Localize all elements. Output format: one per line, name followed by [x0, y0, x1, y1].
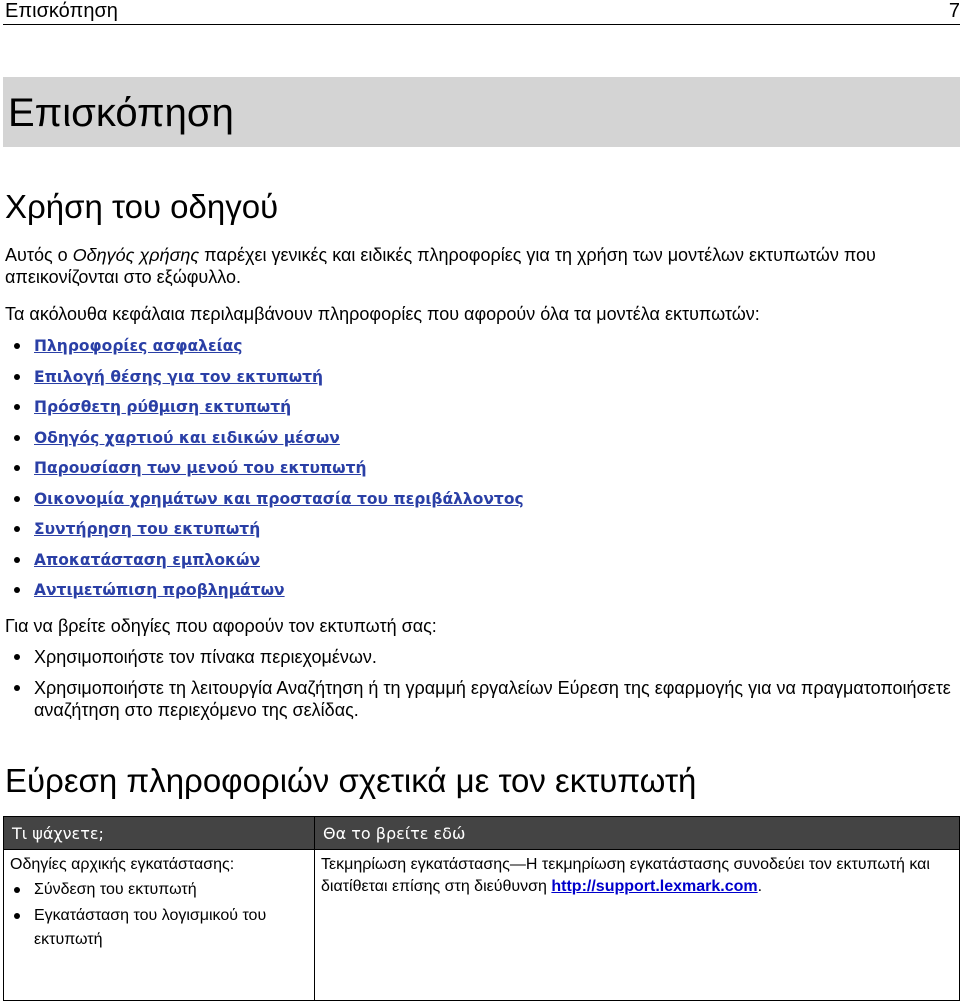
list-item: [11, 427, 524, 458]
list-item: [11, 335, 524, 366]
support-link[interactable]: http://support.lexmark.com: [551, 878, 758, 895]
chapters-intro: Τα ακόλουθα κεφάλαια περιλαμβάνουν πληροφορίες που αφορούν όλα τα μοντέλα εκτυπωτών:: [5, 304, 760, 324]
bullet-icon: [14, 435, 20, 441]
cell-list-text: Εγκατάσταση του λογισμικού του εκτυπωτή: [34, 907, 267, 948]
bullet-icon: [14, 654, 20, 660]
section-title-find-info: Εύρεση πληροφοριών σχετικά με τον εκτυπωτή: [5, 762, 697, 799]
list-item: [11, 488, 524, 519]
bullet-icon: [14, 685, 20, 691]
cell-text-end: .: [757, 878, 763, 895]
list-item: [11, 396, 524, 427]
bullet-icon: [14, 404, 20, 410]
page-number: 7: [948, 0, 960, 22]
cell-title: Οδηγίες αρχικής εγκατάστασης:: [10, 856, 235, 873]
list-item: [10, 878, 308, 902]
bullet-icon: [14, 343, 20, 349]
table-cell: [315, 850, 960, 1001]
intro-italic-guide-name: Οδηγός χρήσης: [72, 245, 200, 265]
bullet-icon: [14, 465, 20, 471]
section-title-using-guide: Χρήση του οδηγού: [5, 188, 279, 225]
list-item: [11, 677, 951, 721]
chapter-link[interactable]: Οδηγός χαρτιού και ειδικών μέσων: [34, 428, 340, 447]
bullet-icon: [14, 887, 20, 893]
chapter-link-list: [11, 335, 524, 610]
list-item: [11, 579, 524, 610]
page-header: [3, 0, 960, 25]
chapter-link[interactable]: Συντήρηση του εκτυπωτή: [34, 520, 261, 538]
bullet-icon: [14, 587, 20, 593]
list-item: [11, 646, 951, 668]
list-item: [10, 904, 308, 952]
table-row: [4, 850, 960, 1001]
chapter-link[interactable]: Παρουσίαση των μενού του εκτυπωτή: [34, 459, 367, 477]
find-instructions-intro: Για να βρείτε οδηγίες που αφορούν τον εκτυπωτή σας:: [5, 616, 437, 636]
intro-paragraph: [5, 244, 957, 288]
bullet-icon: [14, 526, 20, 532]
chapter-link[interactable]: Επιλογή θέσης για τον εκτυπωτή: [34, 367, 324, 386]
table-header-row: [4, 817, 960, 850]
chapter-link[interactable]: Πρόσθετη ρύθμιση εκτυπωτή: [34, 398, 292, 416]
column-header-where: Θα το βρείτε εδώ: [315, 817, 960, 850]
table-cell: [4, 850, 315, 1001]
find-instructions-list: [11, 646, 951, 730]
chapter-band: [3, 77, 960, 147]
header-title: Επισκόπηση: [5, 0, 118, 22]
chapter-link[interactable]: Αντιμετώπιση προβλημάτων: [34, 581, 285, 599]
chapter-title: Επισκόπηση: [8, 91, 234, 135]
list-item: [11, 518, 524, 549]
find-item-text: Χρησιμοποιήστε τη λειτουργία Αναζήτηση ή τη γραμμή εργαλείων Εύρεση της εφαρμογής για να πραγματοποιήσετε αναζήτηση στο περιεχόμενο της σελίδας.: [34, 678, 951, 720]
bullet-icon: [14, 913, 20, 919]
list-item: [11, 457, 524, 488]
chapter-link[interactable]: Αποκατάσταση εμπλοκών: [34, 550, 261, 569]
column-header-what: Τι ψάχνετε;: [4, 817, 315, 850]
find-item-text: Χρησιμοποιήστε τον πίνακα περιεχομένων.: [34, 647, 377, 667]
info-table: [3, 816, 960, 1001]
list-item: [11, 549, 524, 580]
intro-text-after: παρέχει γενικές και ειδικές πληροφορίες για τη χρήση των μοντέλων εκτυπωτών που απεικονίζονται στο εξώφυλλο.: [5, 245, 876, 287]
intro-text-before: Αυτός ο: [5, 245, 73, 265]
cell-list-text: Σύνδεση του εκτυπωτή: [34, 881, 197, 898]
bullet-icon: [14, 496, 20, 502]
bullet-icon: [14, 374, 20, 380]
chapter-link[interactable]: Οικονομία χρημάτων και προστασία του περιβάλλοντος: [34, 489, 524, 508]
chapter-link[interactable]: Πληροφορίες ασφαλείας: [34, 337, 243, 355]
bullet-icon: [14, 557, 20, 563]
cell-text: Τεκμηρίωση εγκατάστασης—Η τεκμηρίωση εγκατάστασης συνοδεύει τον εκτυπωτή και διατίθεται επίσης στη διεύθυνση: [321, 856, 930, 895]
cell-list: [10, 878, 308, 952]
list-item: [11, 366, 524, 397]
